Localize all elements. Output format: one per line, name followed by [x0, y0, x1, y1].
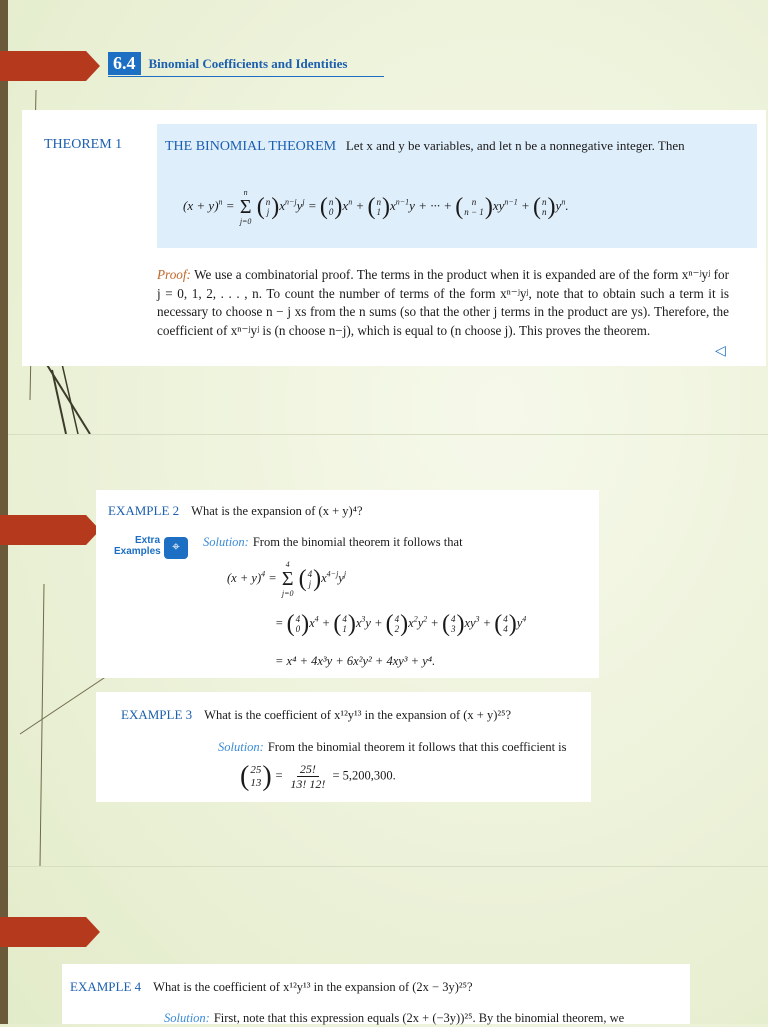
example-4-label: EXAMPLE 4: [70, 979, 142, 994]
example-3-question: What is the coefficient of x¹²y¹³ in the expansion of (x + y)²⁵?: [204, 708, 512, 722]
example-3-solution: [218, 738, 567, 756]
badge-line-2: Examples: [114, 546, 161, 557]
example-2-label: EXAMPLE 2: [108, 503, 180, 518]
fraction-denominator: 13! 12!: [290, 777, 326, 791]
example-2-solution-label: Solution:: [203, 535, 249, 549]
example-2-line-3: = x⁴ + 4x³y + 6x²y² + 4xy³ + y⁴.: [275, 654, 436, 668]
section-title: Binomial Coefficients and Identities: [148, 55, 348, 71]
left-accent-bar: [0, 434, 8, 866]
example-4-header: [70, 978, 473, 996]
example-2-line-1: $(x + y)^4$ = 4 Σ j=0 ( 4 j ) $x^{4-j}y^j$: [227, 560, 347, 598]
example-3-solution-label: Solution:: [218, 740, 264, 754]
theorem-title: THE BINOMIAL THEOREM: [165, 139, 337, 154]
section-underline: [108, 76, 384, 77]
example-3-formula: ( 25 13 ) = $\frac{25!}{13! 12!}$ = 5,200,300.: [240, 760, 396, 792]
proof-label: Proof:: [157, 267, 191, 282]
end-of-proof-icon: ◁: [715, 344, 726, 359]
example-2-solution-text: From the binomial theorem it follows that: [252, 535, 463, 549]
extra-examples-badge[interactable]: [114, 535, 190, 563]
section-number: 6.4: [108, 52, 141, 75]
example-3-solution-text: From the binomial theorem it follows that this coefficient is: [267, 740, 567, 754]
example-3-header: [121, 706, 511, 724]
example-2-question: What is the expansion of (x + y)⁴?: [191, 504, 363, 518]
example-3-label: EXAMPLE 3: [121, 707, 193, 722]
section-header: [108, 52, 347, 75]
badge-line-1: Extra: [134, 535, 160, 546]
example-4-solution-label: Solution:: [164, 1011, 210, 1025]
example-2-header: [108, 502, 363, 520]
example-2-line-2: = ( 4 0 ) $x^4$ + ( 4 1 ) $x^3y$ + ( 4 2 ) $x^2y^2$ + ( 4 3 ) $xy^3$ + ( 4 4 ) $y^4$: [275, 611, 527, 637]
proof-text: We use a combinatorial proof. The terms in the product when it is expanded are of the form xⁿ⁻ʲyʲ for j = 0, 1, 2, . . . , n. To count the number of terms of the form xⁿ⁻ʲyʲ, note that to obtain such a term it is necessary to choose n − j xs from the n sums (so that the other j terms in the product are ys). Therefore, the coefficient of xⁿ⁻ʲyʲ is (n choose n−j), which is equal to (n choose j). This proves the theorem.: [157, 267, 729, 338]
slide-2: [0, 434, 768, 866]
theorem-statement-text: Let x and y be variables, and let n be a nonnegative integer. Then: [345, 138, 685, 153]
mouse-pointer-icon: ⌖: [164, 537, 188, 559]
slide-arrow-marker: [0, 51, 100, 81]
example-4-solution-text: First, note that this expression equals (2x + (−3y))²⁵. By the binomial theorem, we: [213, 1011, 625, 1025]
fraction-numerator: 25!: [297, 762, 319, 777]
proof-paragraph: [157, 266, 729, 340]
example-4-solution: [164, 1009, 624, 1027]
theorem-statement: [165, 137, 745, 156]
example-3-result: = 5,200,300.: [332, 768, 396, 783]
theorem-label: THEOREM 1: [44, 137, 123, 152]
slide-3: [0, 866, 768, 1024]
example-4-question: What is the coefficient of x¹²y¹³ in the expansion of (2x − 3y)²⁵?: [153, 980, 473, 994]
slide-arrow-marker: [0, 515, 100, 545]
binomial-theorem-formula: $(x + y)^n$ = n Σ j=0 ( n j ) $x^{n-j}y^j$ = ( n 0 ) $x^n$ + ( n 1 ) $x^{n-1}y$ + ··· + ( n n − 1 ) $xy^{n-1}$ + ( n n ) $y^n$.: [183, 188, 569, 226]
slide-arrow-marker: [0, 917, 100, 947]
example-2-solution: [203, 533, 463, 551]
